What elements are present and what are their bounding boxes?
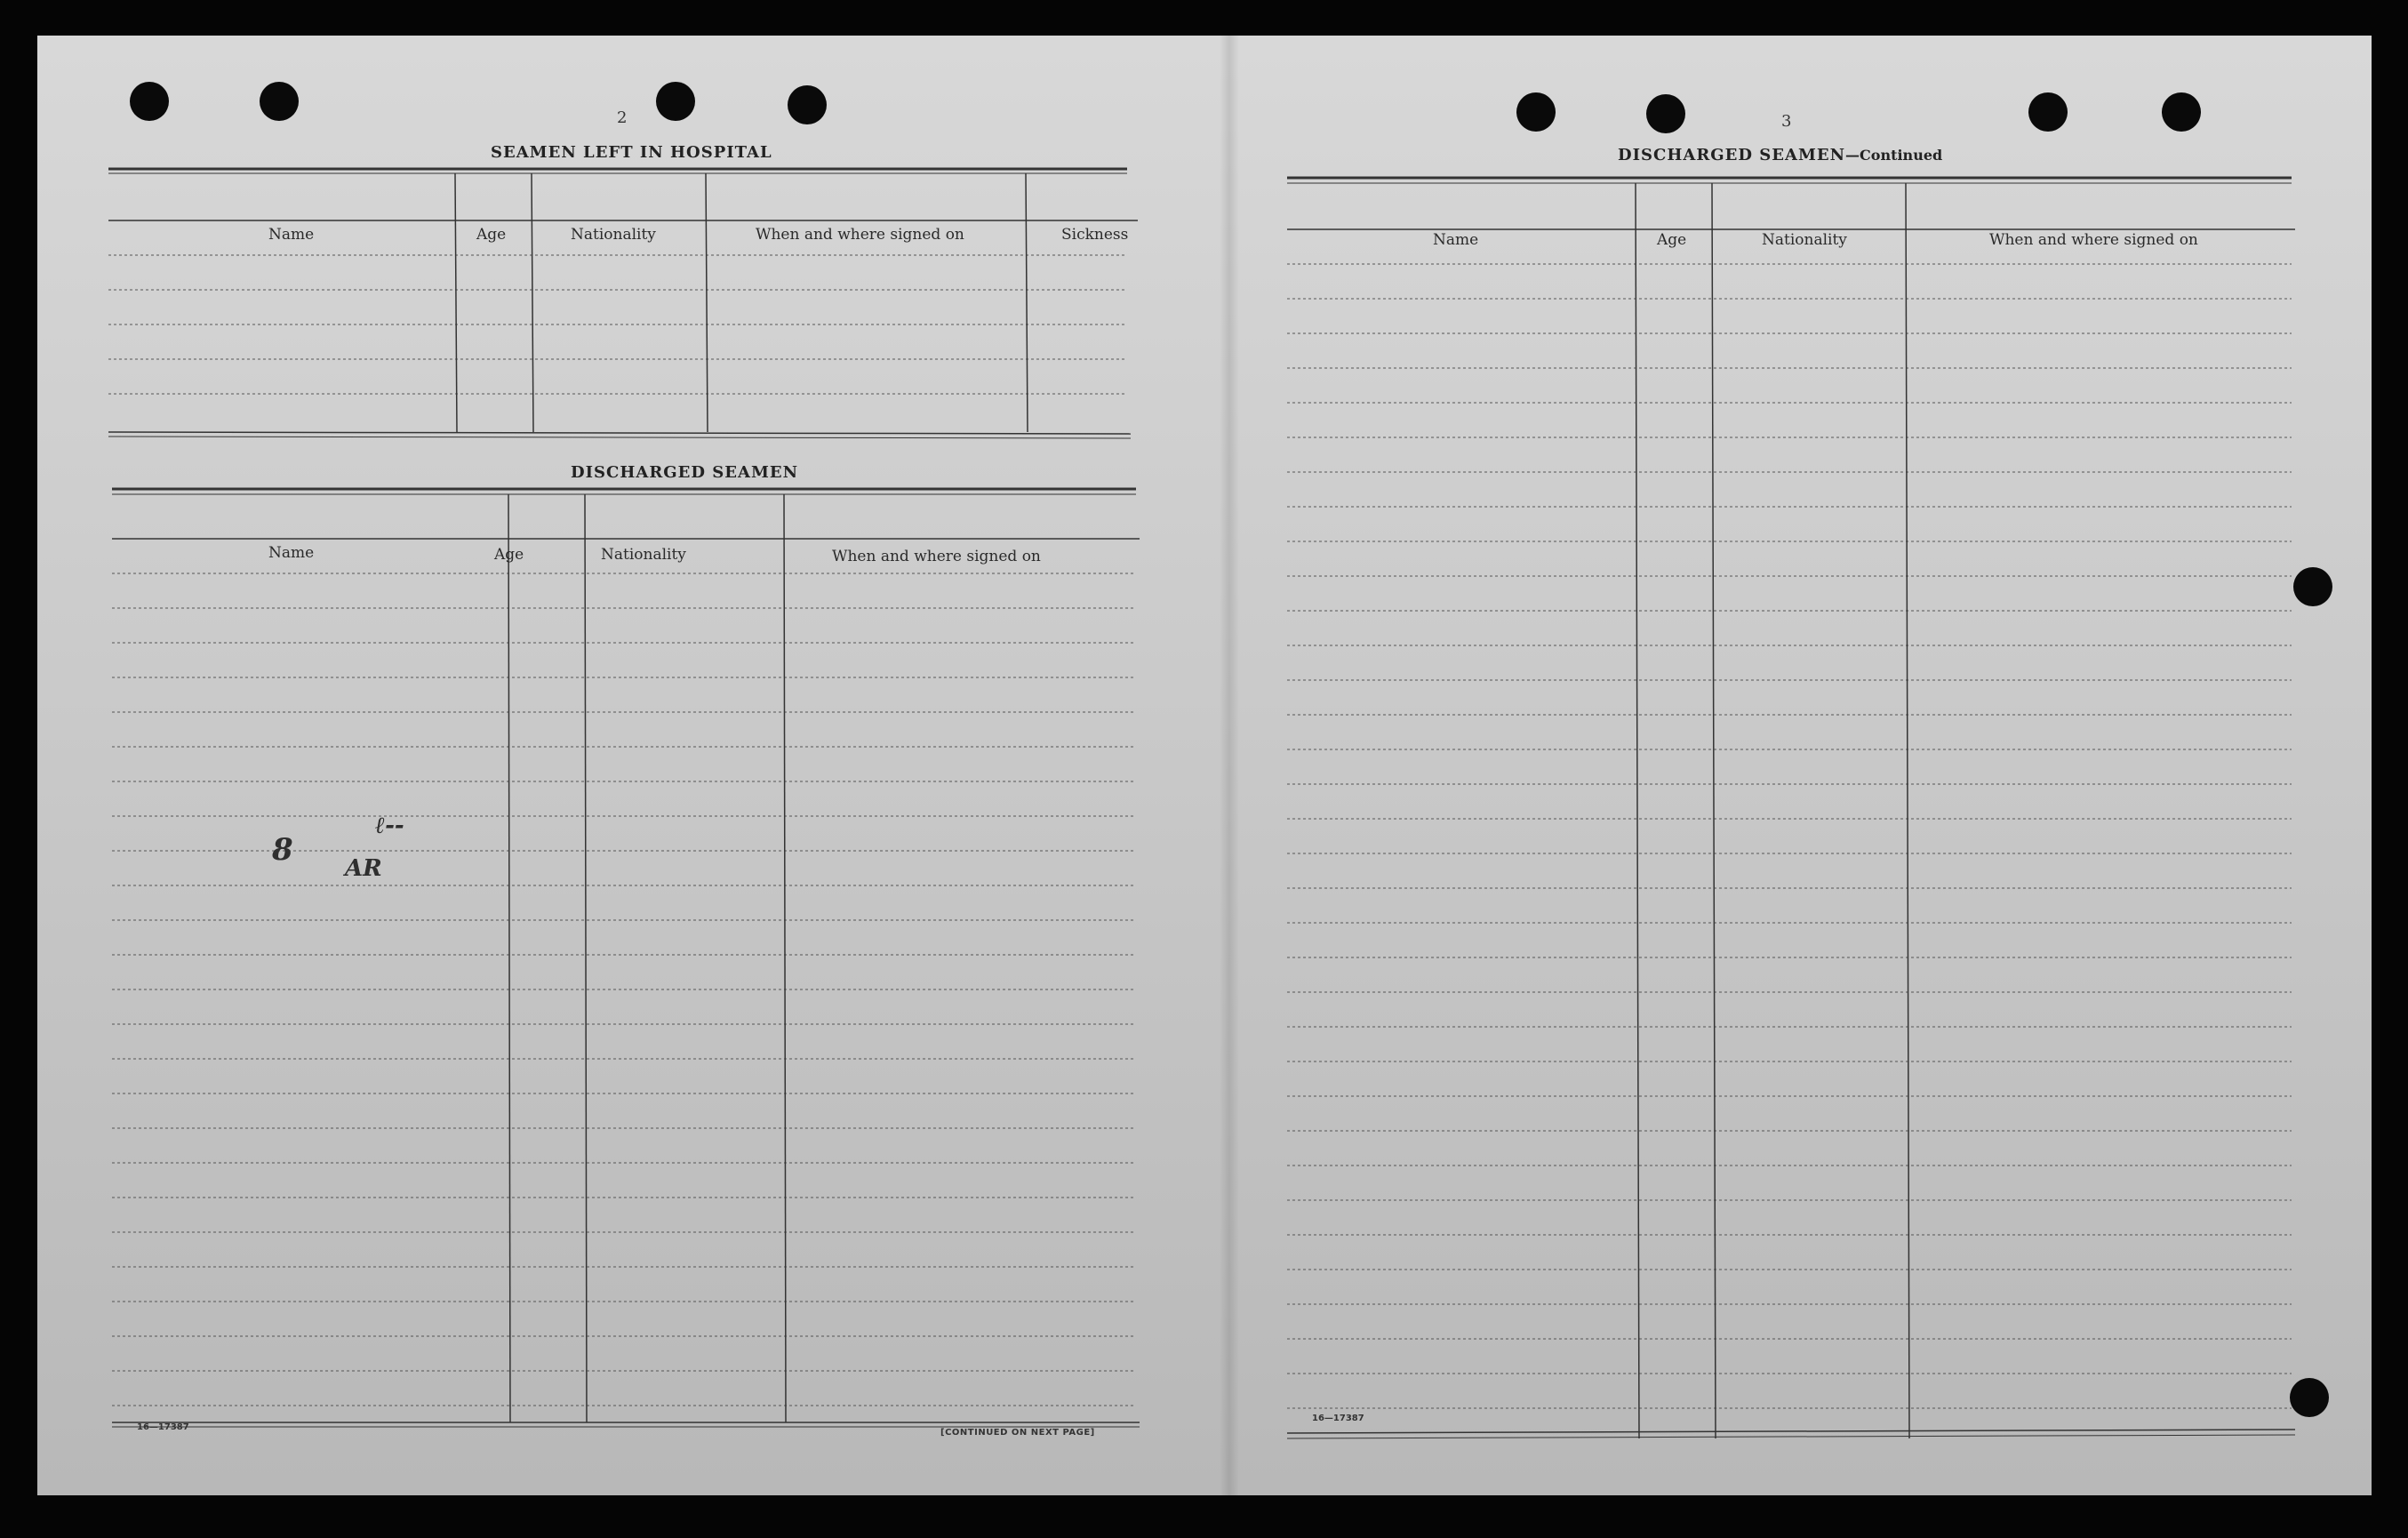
discharged-left-col-name: Name [268,544,315,562]
hospital-col-age: Age [476,226,507,244]
discharged-right-grid [1287,178,2300,1440]
document-sheet [37,36,2372,1495]
discharged-section-title-left: DISCHARGED SEAMEN [571,463,799,482]
discharged-section-title-right [1618,146,1942,164]
discharged-right-col-name: Name [1433,231,1479,249]
discharged-left-col-nationality: Nationality [601,546,686,564]
discharged-right-col-signed-on: When and where signed on [1989,231,2198,249]
discharged-title-right: DISCHARGED SEAMEN [1618,146,1846,164]
punch-hole-icon [656,82,695,121]
page-number-right: 3 [1781,112,1792,131]
handwritten-mark: 8 [272,832,293,868]
punch-hole-icon [1646,94,1685,133]
punch-hole-icon [788,85,827,124]
page-number-left: 2 [617,108,628,127]
hospital-col-nationality: Nationality [571,226,656,244]
punch-hole-icon [1516,92,1556,132]
discharged-left-grid [112,489,1143,1431]
hospital-col-name: Name [268,226,315,244]
hospital-table-grid [108,169,1140,445]
hospital-col-signed-on: When and where signed on [756,226,964,244]
continued-suffix: —Continued [1845,147,1943,164]
form-number-left: 16—17387 [137,1422,189,1432]
discharged-right-col-nationality: Nationality [1762,231,1847,249]
form-number-right: 16—17387 [1312,1414,1364,1423]
discharged-left-col-signed-on: When and where signed on [832,548,1041,565]
continued-note: [CONTINUED ON NEXT PAGE] [940,1428,1095,1438]
discharged-right-col-age: Age [1657,231,1687,249]
handwritten-mark: ℓ-- [375,813,404,839]
punch-hole-icon [260,82,299,121]
hospital-section-title: SEAMEN LEFT IN HOSPITAL [491,143,772,162]
hospital-col-sickness: Sickness [1061,226,1129,244]
center-fold [1220,36,1239,1495]
punch-hole-icon [2162,92,2201,132]
punch-hole-icon [2028,92,2068,132]
handwritten-mark: AR [345,855,382,882]
discharged-left-col-age: Age [494,546,524,564]
punch-hole-icon [130,82,169,121]
